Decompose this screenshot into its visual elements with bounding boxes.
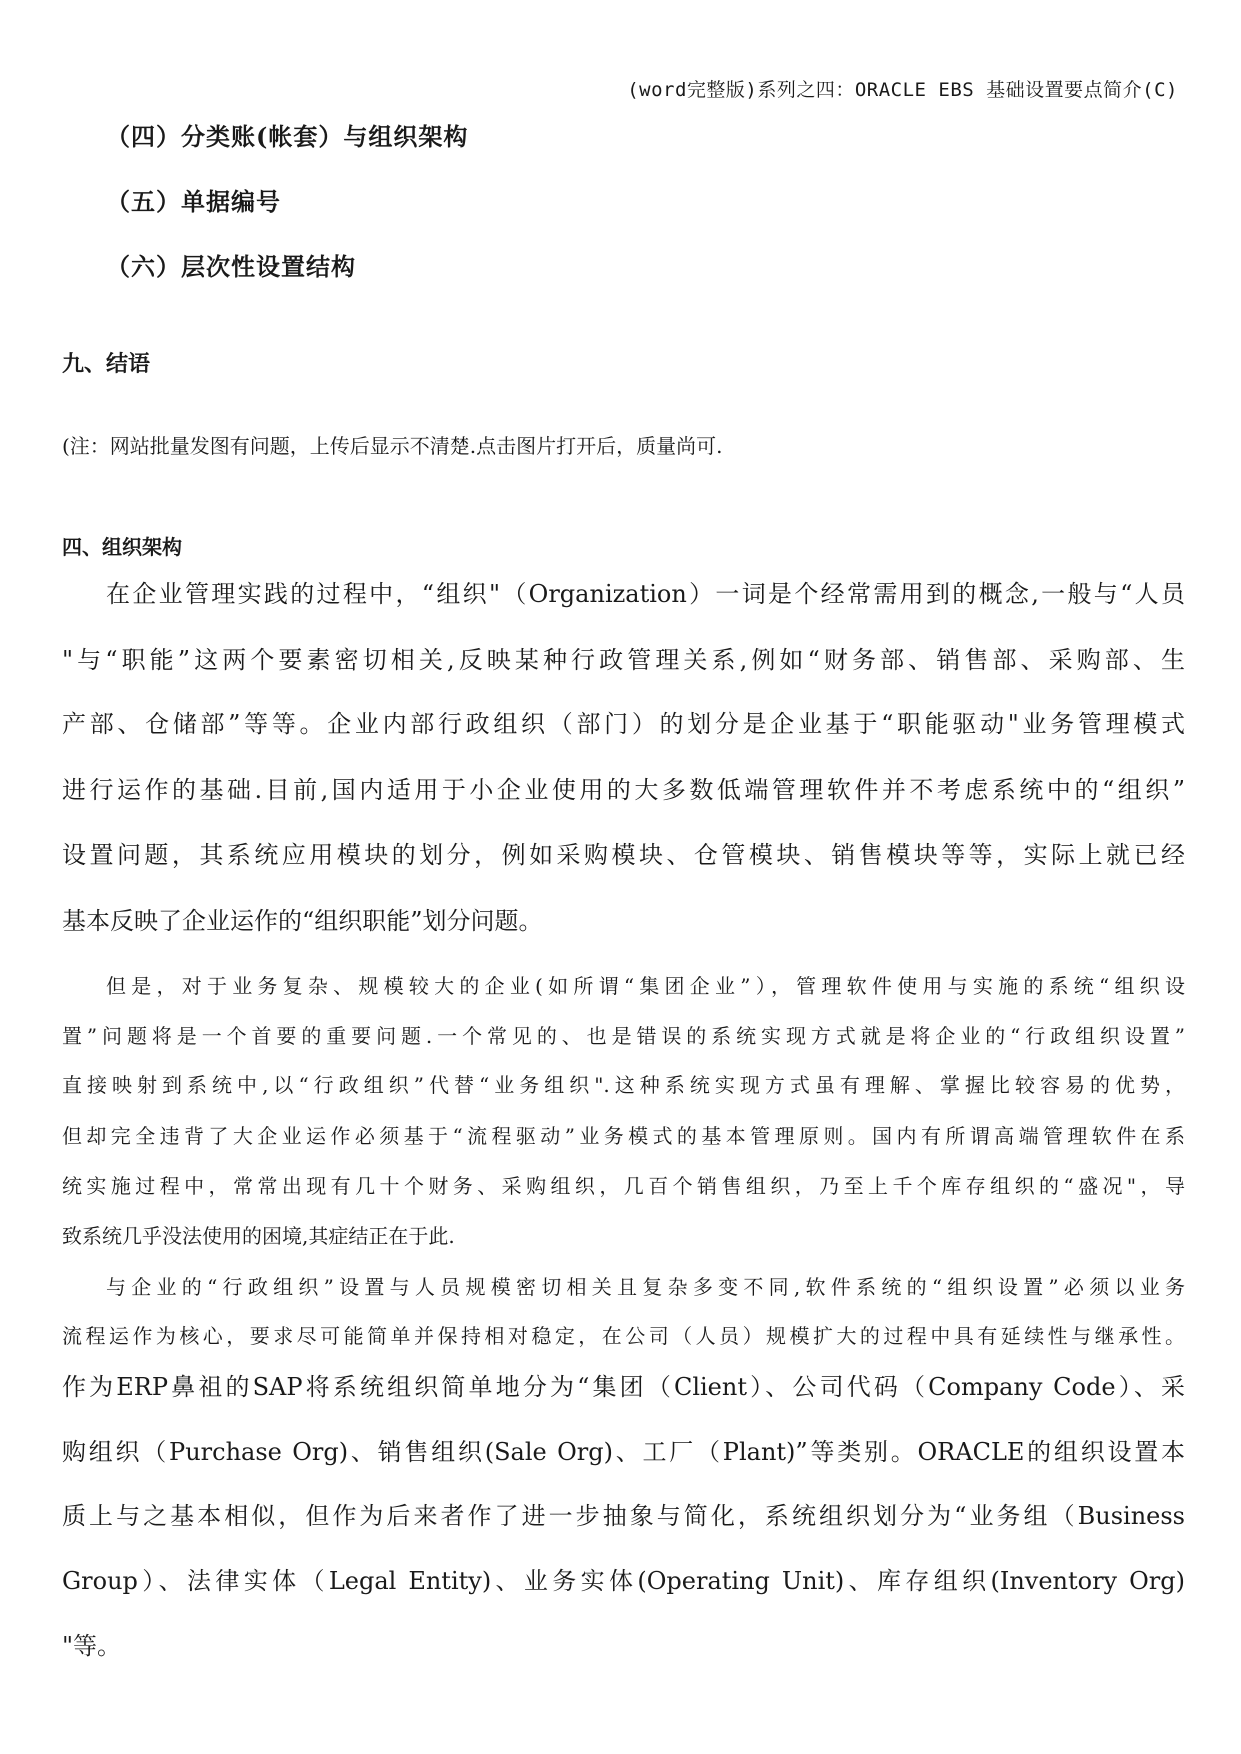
section-heading: 四、组织架构	[62, 535, 182, 559]
paragraph-line: 与企业的“行政组织”设置与人员规模密切相关且复杂多变不同,软件系统的“组织设置”必须以业务	[106, 1275, 1185, 1299]
paragraph-line: "等。	[62, 1632, 122, 1660]
note-text: (注：网站批量发图有问题，上传后显示不清楚.点击图片打开后，质量尚可.	[62, 434, 723, 458]
paragraph-line: 但是，对于业务复杂、规模较大的企业(如所谓“集团企业”），管理软件使用与实施的系统“组织设	[106, 974, 1185, 998]
paragraph-line: 置”问题将是一个首要的重要问题.一个常见的、也是错误的系统实现方式就是将企业的“行政组织设置”	[62, 1024, 1185, 1048]
paragraph-line: 购组织（Purchase Org)、销售组织(Sale Org)、工厂（Plant)”等类别。ORACLE的组织设置本	[62, 1438, 1185, 1466]
conclusion-heading: 九、结语	[62, 351, 151, 377]
paragraph-line: 致系统几乎没法使用的困境,其症结正在于此.	[62, 1224, 455, 1248]
paragraph-line: 但却完全违背了大企业运作必须基于“流程驱动”业务模式的基本管理原则。国内有所谓高端管理软件在系	[62, 1124, 1185, 1148]
paragraph-line: 基本反映了企业运作的“组织职能”划分问题。	[62, 907, 543, 935]
paragraph-line: 设置问题，其系统应用模块的划分，例如采购模块、仓管模块、销售模块等等，实际上就已经	[62, 841, 1185, 869]
paragraph-line: 质上与之基本相似，但作为后来者作了进一步抽象与简化，系统组织划分为“业务组（Business	[62, 1502, 1185, 1530]
paragraph-line: 作为ERP鼻祖的SAP将系统组织简单地分为“集团（Client）、公司代码（Company Code）、采	[62, 1373, 1185, 1401]
subheading-document-numbering: （五）单据编号	[106, 187, 281, 216]
paragraph-line: 在企业管理实践的过程中，“组织"（Organization）一词是个经常需用到的概念,一般与“人员	[106, 580, 1185, 608]
paragraph-line: 直接映射到系统中,以“行政组织”代替“业务组织".这种系统实现方式虽有理解、掌握比较容易的优势，	[62, 1073, 1185, 1097]
subheading-ledger-organization: （四）分类账(帐套）与组织架构	[106, 122, 469, 151]
paragraph-line: 统实施过程中，常常出现有几十个财务、采购组织，几百个销售组织，乃至上千个库存组织的“盛况"，导	[62, 1174, 1185, 1198]
paragraph-line: 产部、仓储部”等等。企业内部行政组织（部门）的划分是企业基于“职能驱动"业务管理模式	[62, 710, 1185, 738]
paragraph-line: 进行运作的基础.目前,国内适用于小企业使用的大多数低端管理软件并不考虑系统中的“组织”	[62, 776, 1185, 804]
paragraph-line: 流程运作为核心，要求尽可能简单并保持相对稳定，在公司（人员）规模扩大的过程中具有延续性与继承性。	[62, 1324, 1185, 1348]
paragraph-line: "与“职能”这两个要素密切相关,反映某种行政管理关系,例如“财务部、销售部、采购部、生	[62, 646, 1185, 674]
paragraph-line: Group）、法律实体（Legal Entity)、业务实体(Operating Unit)、库存组织(Inventory Org)	[62, 1567, 1185, 1595]
page-header: (word完整版)系列之四：ORACLE EBS 基础设置要点简介(C)	[627, 79, 1178, 101]
subheading-hierarchical-settings: （六）层次性设置结构	[106, 252, 356, 281]
